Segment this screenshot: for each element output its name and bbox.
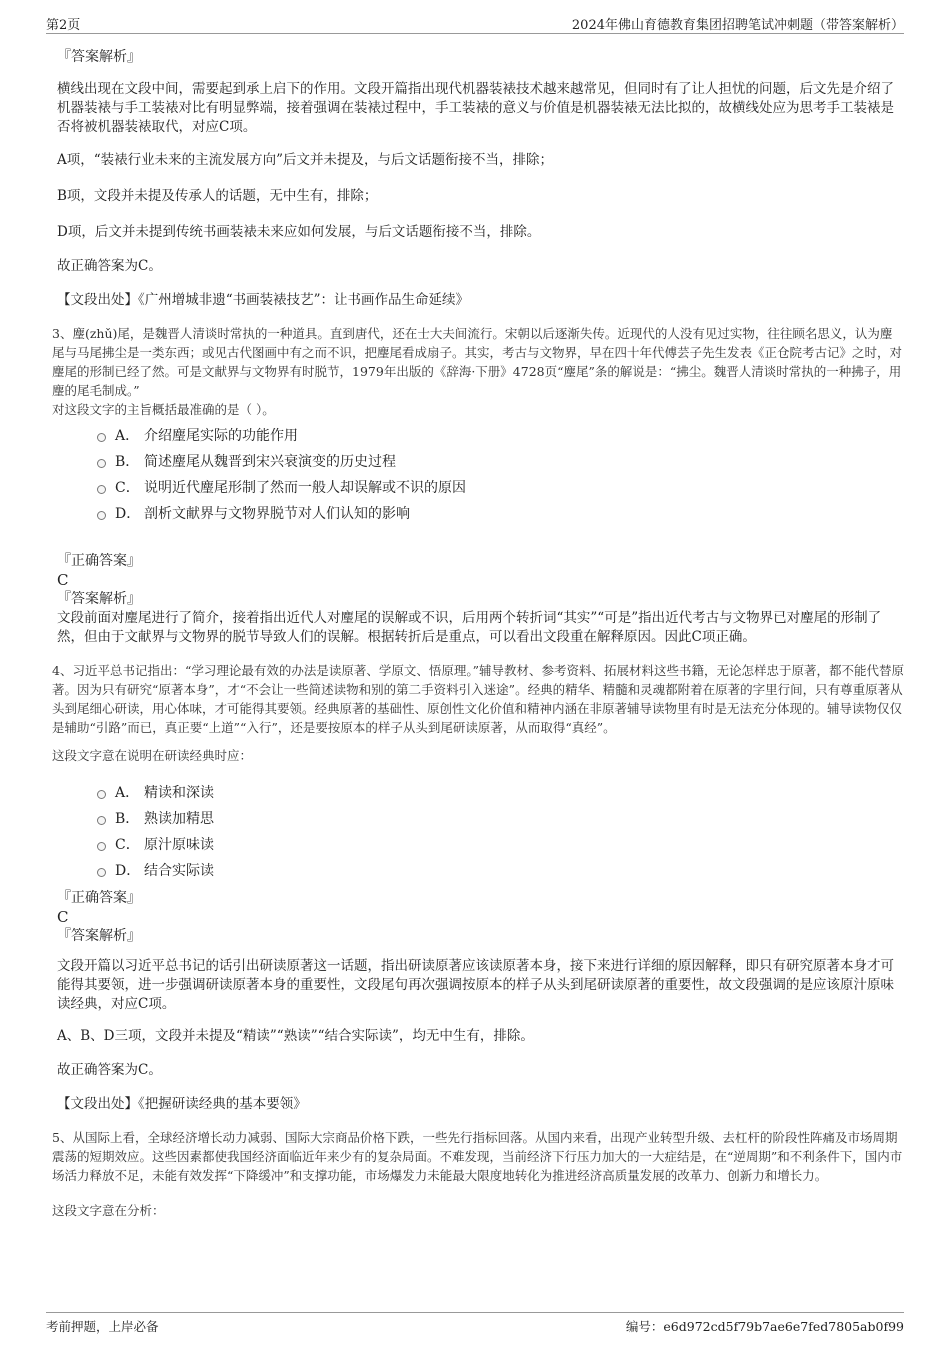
q4-answer-label: 『正确答案』 xyxy=(57,890,141,906)
q5-passage: 5、从国际上看，全球经济增长动力减弱、国际大宗商品价格下跌，一些先行指标回落。从国内来看，出现产业转型升级、去杠杆的阶段性阵痛及市场周期震荡的短期效应。这些因素都使我国经济面临近年来少有的复杂局面。不难发现，当前经济下行压力加大的一大症结是，在“逆周期”和不利条件下，国内市场活力释放不足，未能有效发挥“下降缓冲”和支撑功能，市场爆发力未能最大限度地转化为推进经济高质量发展的改革力、创新力和增长力。 xyxy=(52,1130,903,1183)
q4-analysis-label: 『答案解析』 xyxy=(57,928,141,944)
option-text: 介绍麈尾实际的功能作用 xyxy=(144,428,298,444)
option-text: 剖析文献界与文物界脱节对人们认知的影响 xyxy=(144,506,410,522)
option-letter: A． xyxy=(115,428,140,444)
radio-button-icon[interactable] xyxy=(97,485,106,494)
q2-note-a: A项，“装裱行业未来的主流发展方向”后文并未提及，与后文话题衔接不当，排除； xyxy=(57,152,554,168)
radio-button-icon[interactable] xyxy=(97,459,106,468)
option-letter: B． xyxy=(115,811,140,827)
q3-stem: 对这段文字的主旨概括最准确的是（ ）。 xyxy=(52,402,275,417)
option-text: 结合实际读 xyxy=(144,863,214,879)
q3-options xyxy=(97,423,904,527)
q2-analysis-label: 『答案解析』 xyxy=(57,49,141,65)
q5-stem: 这段文字意在分析： xyxy=(52,1203,165,1218)
q3-option-b[interactable] xyxy=(97,449,904,475)
radio-button-icon[interactable] xyxy=(97,868,106,877)
q4-option-b[interactable] xyxy=(97,806,904,832)
q4-source: 【文段出处】《把握研读经典的基本要领》 xyxy=(57,1096,307,1112)
q3-option-c[interactable] xyxy=(97,475,904,501)
page-number: 第2页 xyxy=(46,18,81,33)
footer-slogan: 考前押题，上岸必备 xyxy=(46,1319,159,1334)
q4-options xyxy=(97,780,904,884)
page-header xyxy=(46,14,904,34)
q3-analysis: 文段前面对麈尾进行了简介，接着指出近代人对麈尾的误解或不识，后用两个转折词“其实”“可是”指出近代考古与文物界已对麈尾的形制了然，但由于文献界与文物界的脱节导致人们的误解。根据转折后是重点，可以看出文段重在解释原因。因此C项正确。 xyxy=(57,610,882,645)
option-text: 原汁原味读 xyxy=(144,837,214,853)
q3-passage: 3、麈(zhǔ)尾，是魏晋人清谈时常执的一种道具。直到唐代，还在士大夫间流行。宋朝以后逐渐失传。近现代的人没有见过实物，往往顾名思义，认为麈尾与马尾拂尘是一类东西；或见古代图画中有之而不识，把麈尾看成扇子。其实，考古与文物界，早在四十年代傅芸子先生发表《正仓院考古记》之时，对麈尾的形制已经了然。可是文献界与文物界有时脱节，1979年出版的《辞海·下册》4728页“麈尾”条的解说是：“拂尘。魏晋人清谈时常执的一种拂子，用麈的尾毛制成。” xyxy=(52,326,903,398)
radio-button-icon[interactable] xyxy=(97,511,106,520)
document-title: 2024年佛山育德教育集团招聘笔试冲刺题（带答案解析） xyxy=(571,18,904,33)
q2-conclusion: 故正确答案为C。 xyxy=(57,258,162,274)
option-letter: D． xyxy=(115,863,141,879)
q4-conclusion: 故正确答案为C。 xyxy=(57,1062,162,1078)
q4-passage: 4、习近平总书记指出：“学习理论最有效的办法是读原著、学原文、悟原理。”辅导教材、参考资料、拓展材料这些书籍，无论怎样忠于原著，都不能代替原著。因为只有研究“原著本身”，才“不会让一些简述读物和别的第二手资料引入迷途”。经典的精华、精髓和灵魂都附着在原著的字里行间，只有尊重原著从头到尾细心研读，用心体味，才可能得其要领。经典原著的基础性、原创性文化价值和精神内涵在非原著辅导读物里有时是无法充分体现的。辅导读物仅仅是辅助“引路”而已，真正要“上道”“入行”，还是要按原本的样子从头到尾研读原著，从而取得“真经”。 xyxy=(52,663,904,735)
q3-analysis-label: 『答案解析』 xyxy=(57,591,141,607)
radio-button-icon[interactable] xyxy=(97,433,106,442)
q3-answer-label: 『正确答案』 xyxy=(57,553,141,569)
option-letter: D． xyxy=(115,506,141,522)
document-id: 编号：e6d972cd5f79b7ae6e7fed7805ab0f99 xyxy=(625,1319,904,1334)
document-body xyxy=(52,44,904,1220)
q4-option-d[interactable] xyxy=(97,858,904,884)
q3-option-a[interactable] xyxy=(97,423,904,449)
q4-stem: 这段文字意在说明在研读经典时应： xyxy=(52,748,253,763)
q2-analysis-paragraph: 横线出现在文段中间，需要起到承上启下的作用。文段开篇指出现代机器装裱技术越来越常见，但同时有了让人担忧的问题，后文先是介绍了机器装裱与手工装裱对比有明显弊端，接着强调在装裱过程中，手工装裱的意义与价值是机器装裱无法比拟的，故横线处应为思考手工装裱是否将被机器装裱取代，对应C项。 xyxy=(57,81,894,135)
q4-answer: C xyxy=(57,908,69,926)
page-footer xyxy=(46,1312,904,1334)
q4-note-abd: A、B、D三项，文段并未提及“精读”“熟读”“结合实际读”，均无中生有，排除。 xyxy=(57,1028,534,1044)
q4-option-c[interactable] xyxy=(97,832,904,858)
option-letter: C． xyxy=(115,480,140,496)
radio-button-icon[interactable] xyxy=(97,790,106,799)
q3-answer: C xyxy=(57,571,69,589)
option-letter: B． xyxy=(115,454,140,470)
option-text: 精读和深读 xyxy=(144,785,214,801)
q2-source: 【文段出处】《广州增城非遗“书画装裱技艺”：让书画作品生命延续》 xyxy=(57,292,470,308)
q2-note-b: B项，文段并未提及传承人的话题，无中生有，排除； xyxy=(57,188,378,204)
q4-analysis-paragraph: 文段开篇以习近平总书记的话引出研读原著这一话题，指出研读原著应该读原著本身，接下来进行详细的原因解释，即只有研究原著本身才可能得其要领，进一步强调研读原著本身的重要性，文段尾句再次强调按原本的样子从头到尾研读原著的重要性，故文段强调的是应该原汁原味读经典，对应C项。 xyxy=(57,958,894,1012)
q3-option-d[interactable] xyxy=(97,501,904,527)
q4-option-a[interactable] xyxy=(97,780,904,806)
option-text: 简述麈尾从魏晋到宋兴衰演变的历史过程 xyxy=(144,454,396,470)
q2-note-d: D项，后文并未提到传统书画装裱未来应如何发展，与后文话题衔接不当，排除。 xyxy=(57,224,541,240)
option-text: 熟读加精思 xyxy=(144,811,214,827)
option-letter: A． xyxy=(115,785,140,801)
radio-button-icon[interactable] xyxy=(97,816,106,825)
option-text: 说明近代麈尾形制了然而一般人却误解或不识的原因 xyxy=(144,480,466,496)
option-letter: C． xyxy=(115,837,140,853)
radio-button-icon[interactable] xyxy=(97,842,106,851)
